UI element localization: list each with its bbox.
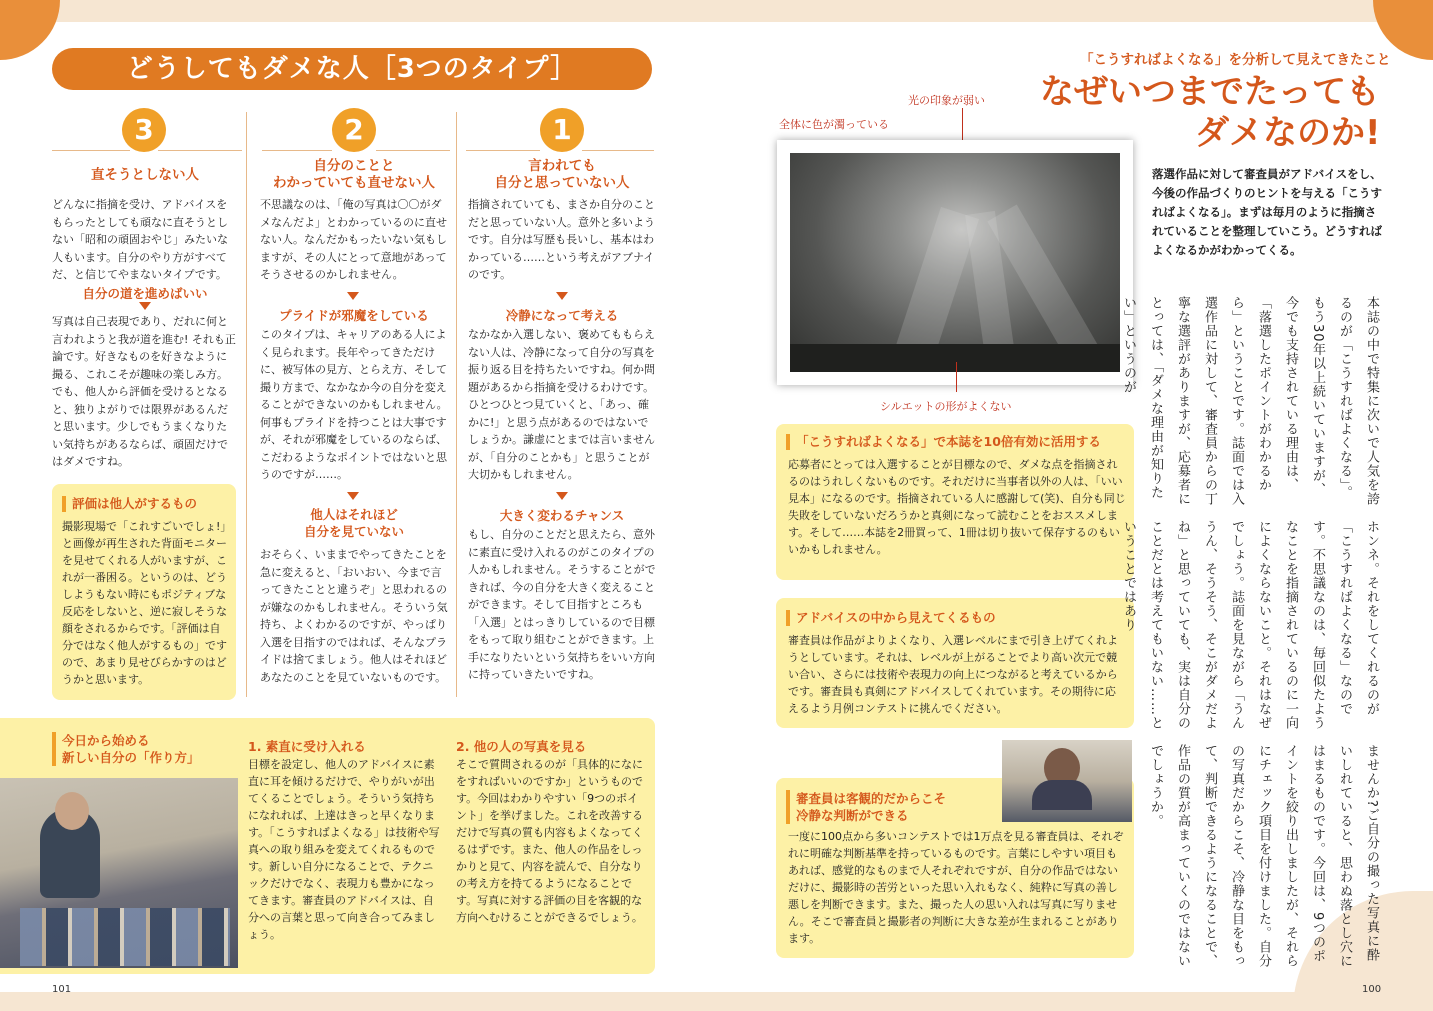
sub-heading: 冷静になって考える xyxy=(505,308,619,323)
page-number-left: 101 xyxy=(52,984,72,995)
info-box-3-text: 一度に100点から多いコンテストでは1万点を見る審査員は、それぞれに明確な判断基準を持っているものです。言葉にしやすい項目もあれば、感覚的なものまで人それぞれですが、自分の作品ではないだけに、撮影時の苦労といった思い入れもなく、純粋に写真の善し悪しを判断できます。また、撮った人の思い入れは写真に写りません。そこで審査員と撮影者の判断に大きな差が生まれることがあります。 xyxy=(788,830,1124,945)
type-number-badge: 2 xyxy=(332,108,376,152)
sub-text: このタイプは、キャリアのある人によく見られます。長年やってきただけに、被写体の見方、とらえ方、そして撮り方まで、なかなか今の自分を変えることができないのかもしれません。何事もプライドを持つことは大事ですが、それが邪魔をしているのならば、こだわるようなポイントではないと思うのですが……。 xyxy=(260,328,448,481)
down-arrow-icon xyxy=(556,492,568,500)
person-head xyxy=(55,792,89,830)
annotation-pointer-line xyxy=(956,362,957,392)
vertical-body-column-1: 本誌の中で特集に次いで人気を誇るのが「こうすればよくなる」。もう30年以上続いていますが、今でも支持されている理由は、「落選したポイントがわかるから」ということです。誌面では入選作品に対して、審査員からの丁寧な選評がありますが、応募者にとっては、「ダメな理由が知りたい」というのが xyxy=(1121,296,1379,506)
rule xyxy=(582,150,654,151)
page-number-right: 100 xyxy=(1362,984,1382,995)
step1-heading: 1. 素直に受け入れる xyxy=(248,739,366,754)
vertical-body-column-3: ませんか?ご自分の撮った写真に酔いしれていると、思わぬ落とし穴にはまるものです。今回は、9つのポイントを絞り出しましたが、それらにチェック項目を付けました。自分の写真だからこそ、冷静な目をもって、判断できるようになることで、作品の質が高まっていくのではないでしょうか。 xyxy=(1148,744,1379,968)
left-page-title: どうしてもダメな人［3つのタイプ］ xyxy=(52,48,652,90)
new-self-box-heading: 今日から始める 新しい自分の「作り方」 xyxy=(52,732,200,766)
photo-judge-at-table xyxy=(1002,740,1132,822)
sub-heading: 自分の道を進めばいい xyxy=(82,286,208,301)
step1-text: 目標を設定し、他人のアドバイスに素直に耳を傾けるだけで、やりがいが出てくることでしょう。そういう気持ちになれれば、上達はきっと早くなります。「こうすればよくなる」は技術や写真への取り組みを変えてくれるものです。新しい自分になることで、テクニックだけでなく、表現力も豊かになってきます。審査員のアドバイスは、自分への言葉と思って向き合ってみましょう。 xyxy=(248,758,440,941)
sub-heading: 大きく変わるチャンス xyxy=(499,508,625,523)
info-box-1-text: 応募者にとっては入選することが目標なので、ダメな点を指摘されるのはうれしくないものです。それだけに当事者以外の人は、「いい見本」になるのです。指摘されている人に感謝して(笑)、自分も同じ失敗をしていないだろうかと真剣になって読むことをおススメします。そして……本誌を2冊買って、1冊は切り抜いて保存するのもいいかもしれません。 xyxy=(788,458,1126,556)
down-arrow-icon xyxy=(139,302,151,310)
type-number-badge: 3 xyxy=(122,108,166,152)
info-box-2-heading: アドバイスの中から見えてくるもの xyxy=(786,610,996,626)
rule xyxy=(52,150,130,151)
annotation-light-weak: 光の印象が弱い xyxy=(908,94,985,107)
type-heading: 自分のことと わかっていても直せない人 xyxy=(273,158,435,191)
right-kicker: 「こうすればよくなる」を分析して見えてきたこと xyxy=(1080,52,1391,68)
sub-heading: プライドが邪魔をしている xyxy=(279,308,429,323)
photo-person-reviewing-prints xyxy=(0,778,238,968)
type-text: 不思議なのは、「俺の写真は〇〇がダメなんだよ」とわかっているのに直せない人。なんだかもったいない気もしますが、その人にとって意地があってそうさせるのかしれません。 xyxy=(260,198,447,281)
sub-heading: 他人はそれほど 自分を見ていない xyxy=(303,507,404,539)
column-divider xyxy=(456,112,457,697)
sub-text: おそらく、いままでやってきたことを急に変えると、「おいおい、今まで言ってきたことと違うぞ」と思われるのが嫌なのかもしれません。そういう気持ち、よくわかるのですが、やっぱり入選を目指すのではれば、そんなプライドは捨てましょう。他人はそれほどあなたのことを見ていないものです。 xyxy=(260,548,448,684)
column-divider xyxy=(246,112,247,697)
step2-heading: 2. 他の人の写真を見る xyxy=(456,739,587,754)
eval-box-heading: 評価は他人がするもの xyxy=(62,496,197,512)
annotation-silhouette: シルエットの形がよくない xyxy=(880,400,1012,413)
vertical-body-column-2: ホンネ。それをしてくれるのが「こうすればよくなる」なのです。不思議なのは、毎回似たようなことを指摘されているのに一向によくならないこと。それはなぜでしょう。誌面を見ながら「うんうん、そうそう、そこがダメだよね」と思っていても、実は自分のことだとは考えてもいない……ということではあり xyxy=(1121,520,1379,730)
corner-decoration-left xyxy=(0,0,60,60)
top-band xyxy=(0,0,1433,22)
sample-photo-sky-rays xyxy=(790,153,1120,372)
info-box-1-heading: 「こうすればよくなる」で本誌を10倍有効に活用する xyxy=(786,434,1101,450)
info-box-3-heading: 審査員は客観的だからこそ 冷静な判断ができる xyxy=(786,790,946,824)
type-heading: 直そうとしない人 xyxy=(91,167,199,183)
annotation-overall-color: 全体に色が濁っている xyxy=(779,118,889,131)
type-text: どんなに指摘を受け、アドバイスをもらったとしても頑なに直そうとしない「昭和の頑固おやじ」みたいな人もいます。自分のやり方がすべてだ、と信じてやまないタイプです。 xyxy=(52,198,228,281)
judge-body xyxy=(1032,780,1092,810)
rule xyxy=(262,150,332,151)
rule xyxy=(376,150,450,151)
photo-prints-on-table xyxy=(20,908,230,966)
right-lead-text: 落選作品に対して審査員がアドバイスをし、今後の作品づくりのヒントを与える「こうすればよくなる」。まずは毎月のように指摘されていることを整理していこう。どうすればよくなるかがわかってくる。 xyxy=(1152,167,1382,257)
down-arrow-icon xyxy=(347,492,359,500)
rule xyxy=(158,150,242,151)
sub-text: もし、自分のことだと思えたら、意外に素直に受け入れるのがこのタイプの人かもしれません。そうすることができれば、今の自分を大きく変えることができます。そして目指すところも「入選」とはっきりしているので目標をもって取り組むことができます。上手になりたいという気持ちをいい方向に持っていきたいですね。 xyxy=(468,528,656,681)
right-title-line2: ダメなのか! xyxy=(1195,113,1381,153)
down-arrow-icon xyxy=(347,292,359,300)
type-number-badge: 1 xyxy=(540,108,584,152)
down-arrow-icon xyxy=(556,292,568,300)
type-text: 指摘されていても、まさか自分のことだと思っていない人。意外と多いようです。自分は写歴も長いし、基本はわかっている……という考えがアブナイのです。 xyxy=(468,198,655,281)
sub-text: なかなか入選しない、褒めてももらえない人は、冷静になって自分の写真を振り返る目を持ちたいですね。何か問題があるから指摘を受けるわけです。ひとつひとつ見ていくと、「あっ、確かに!」と思う点があるのではないでしょうか。謙虚にとまでは言いませんが、「自分のことかも」と思うことが大切かもしれません。 xyxy=(468,328,655,481)
bottom-band xyxy=(0,992,1433,1011)
horizon-silhouette xyxy=(790,344,1120,372)
rule xyxy=(466,150,540,151)
step2-text: そこで質問されるのが「具体的になにをすればいいのですか」というものです。今回はわかりやすい「9つのポイント」を挙げました。これを改善するだけで写真の質も内容もよくなってくるはずです。また、他人の作品をしっかりと見て、内容を読んで、自分なりの考え方を持てるようになることです。写真に対する評価の目を客観的な方向へむけることができるでしょう。 xyxy=(456,758,643,924)
type-heading: 言われても 自分と思っていない人 xyxy=(494,158,630,191)
right-title-line1: なぜいつまでたっても xyxy=(1040,72,1380,112)
eval-box-text: 撮影現場で「これすごいでしょ!」と画像が再生された背面モニターを見せてくれる人がいますが、これが一番困る。というのは、どうしようもない時にもポジティブな反応をしないと、逆に寂しそうな顔をされるからです。「評価は自分ではなく他人がするもの」ですので、あまり見せびらかすのはどうかと思います。 xyxy=(62,520,227,686)
sub-text: 写真は自己表現であり、だれに何と言われようと我が道を進む! それも正論です。好きなものを好きなように撮る、これこそが趣味の楽しみ方。でも、他人から評価を受けるとなると、独りよがりでは限界があるんだと思います。少しでもうまくなりたい気持ちがあるならば、頑固だけではダメですね。 xyxy=(52,315,236,468)
info-box-2-text: 審査員は作品がよりよくなり、入選レベルにまで引き上げてくれようとしています。それは、レベルが上がることでより高い次元で競い合い、さらには技術や表現力の向上につながると考えているからです。審査員も真剣にアドバイスしてくれています。その期待に応えるよう月例コンテストに挑んでください。 xyxy=(788,634,1118,715)
